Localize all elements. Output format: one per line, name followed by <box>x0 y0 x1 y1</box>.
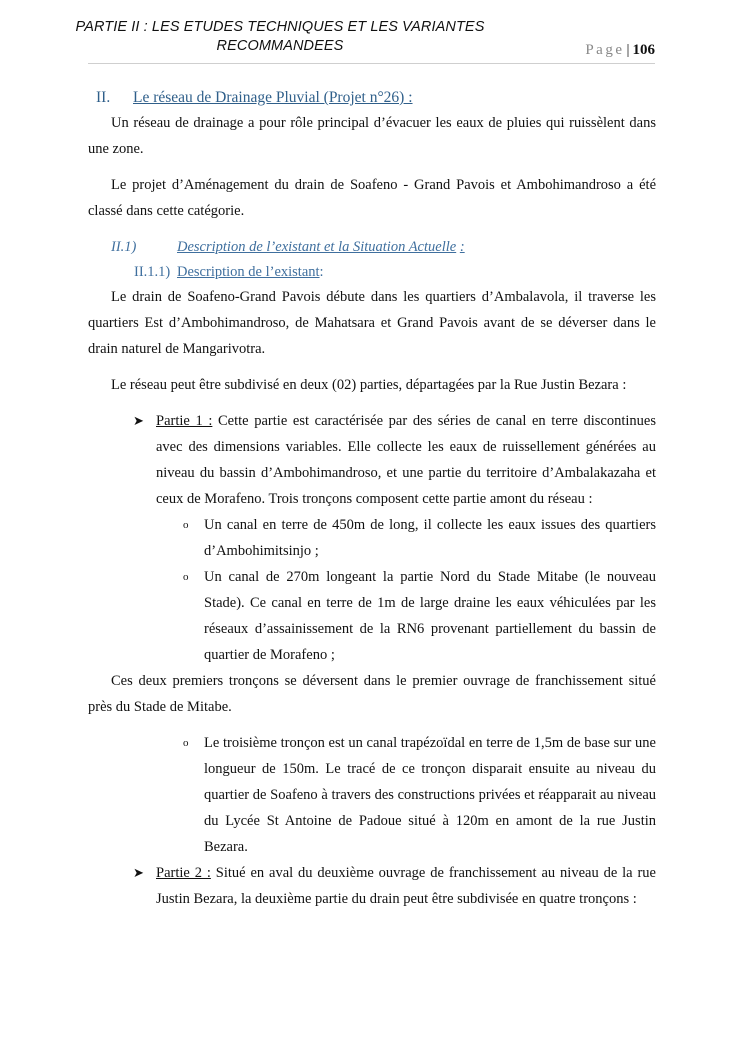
running-header-title <box>60 18 500 56</box>
page-number-block <box>585 42 655 59</box>
troncon-3-text: Le troisième tronçon est un canal trapézoïdal en terre de 1,5m de base sur une longueur de 150m. Le tracé de ce tronçon disparait ensuite au niveau du quartier de Soafeno à travers des constructions privées et réapparait au niveau du Lycée St Antoine de Padoue situé à 120m en amont de la rue Justin Bezara. <box>204 735 656 855</box>
partie-1-text: Cette partie est caractérisée par des séries de canal en terre discontinues avec des dimensions variables. Elle collecte les eaux de ruissellement générées au niveau du bassin d’Ambohimandroso, et une partie du territoire d’Ambalakazaha et ceux de Morafeno. Trois tronçons composent cette partie amont du réseau : <box>156 413 656 507</box>
page-number: 106 <box>632 42 655 58</box>
subsection-colon: : <box>459 239 465 255</box>
header-divider <box>88 63 655 64</box>
circle-bullet-icon: o <box>183 737 189 749</box>
partie-1-label: Partie 1 : <box>156 413 213 429</box>
paragraph-project-class: Le projet d’Aménagement du drain de Soafeno - Grand Pavois et Ambohimandroso a été classé dans cette catégorie. <box>88 177 656 219</box>
subsubsection-number: II.1.1) <box>134 264 171 280</box>
circle-bullet-icon: o <box>183 519 189 531</box>
section-number: II. <box>96 89 111 106</box>
list-item-troncon-1 <box>88 512 656 564</box>
section-heading <box>96 86 656 110</box>
circle-bullet-icon: o <box>183 571 189 583</box>
partie-2-text: Situé en aval du deuxième ouvrage de franchissement au niveau de la rue Justin Bezara, la deuxième partie du drain peut être subdivisée en quatre tronçons : <box>156 865 656 907</box>
paragraph-network-parts: Le réseau peut être subdivisé en deux (02) parties, départagées par la Rue Justin Bezara : <box>111 377 627 393</box>
arrow-bullet-icon: ➤ <box>133 865 144 880</box>
section-title: Le réseau de Drainage Pluvial (Projet n°26) : <box>133 89 413 106</box>
subsection-title: Description de l’existant et la Situation Actuelle <box>177 239 457 255</box>
paragraph-drainage-role: Un réseau de drainage a pour rôle principal d’évacuer les eaux de pluies qui ruissèlent dans une zone. <box>88 115 656 157</box>
list-item-troncon-2 <box>88 564 656 668</box>
list-item-troncon-3 <box>88 730 656 860</box>
subsection-number: II.1) <box>111 239 137 255</box>
list-item-partie-1 <box>88 408 656 512</box>
list-item-partie-2 <box>88 860 656 912</box>
page-label: Page <box>585 42 625 58</box>
paragraph-first-crossing: Ces deux premiers tronçons se déversent dans le premier ouvrage de franchissement situé près du Stade de Mitabe. <box>88 673 656 715</box>
subsubsection-title: Description de l’existant <box>177 264 320 280</box>
page-content <box>88 86 656 912</box>
arrow-bullet-icon: ➤ <box>133 413 144 428</box>
separator-bar: | <box>626 42 630 58</box>
paragraph-drain-route: Le drain de Soafeno-Grand Pavois débute dans les quartiers d’Ambalavola, il traverse les quartiers Est d’Ambohimandroso, de Mahatsara et Grand Pavois avant de se déverser dans le drain naturel de Mangarivotra. <box>88 289 656 357</box>
partie-2-label: Partie 2 : <box>156 865 211 881</box>
subsubsection-heading <box>134 260 656 284</box>
subsection-heading <box>111 234 656 260</box>
subsubsection-colon: : <box>319 264 324 280</box>
header-title-line2: RECOMMANDEES <box>216 38 344 54</box>
header-title-line1: PARTIE II : LES ETUDES TECHNIQUES ET LES VARIANTES <box>75 19 485 35</box>
troncon-1-text: Un canal en terre de 450m de long, il collecte les eaux issues des quartiers d’Ambohimitsinjo ; <box>204 517 656 559</box>
troncon-2-text: Un canal de 270m longeant la partie Nord du Stade Mitabe (le nouveau Stade). Ce canal en terre de 1m de large draine les eaux véhiculées par les réseaux d’assainissement de la RN6 provenant partiellement du bassin de quartier de Morafeno ; <box>204 569 656 663</box>
